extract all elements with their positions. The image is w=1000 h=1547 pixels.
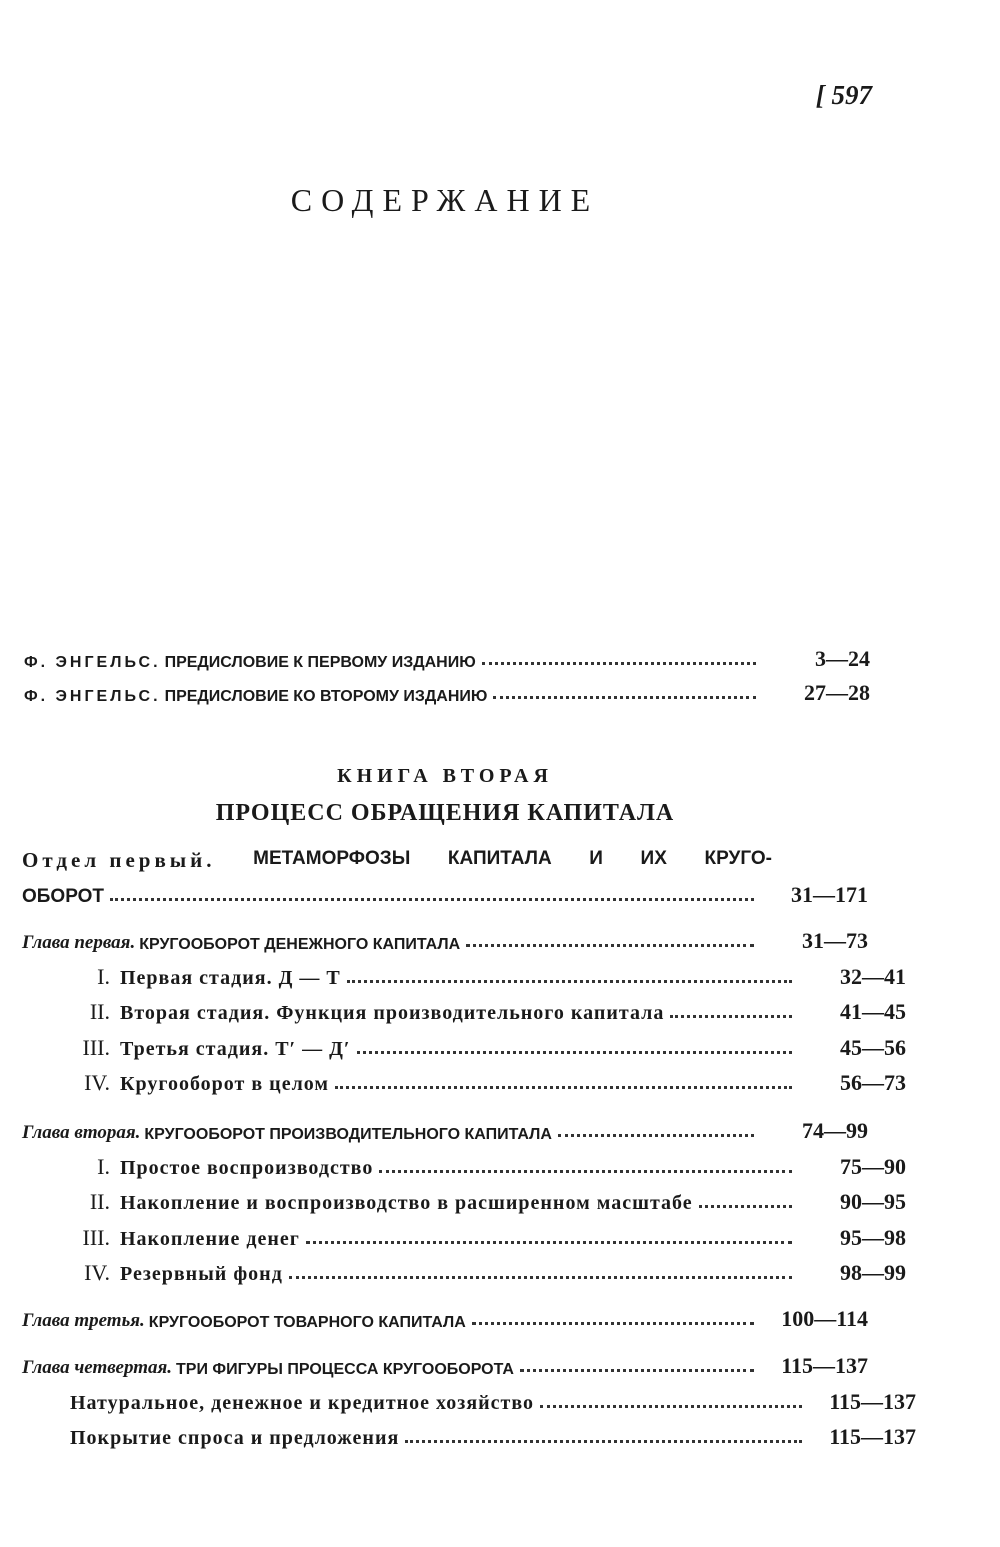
toc-entry-chapter[interactable] xyxy=(0,1300,868,1332)
toc-entry-subsection[interactable] xyxy=(0,1254,906,1286)
subsection-number: I. xyxy=(97,1153,110,1179)
subsection-title: Кругооборот в целом xyxy=(120,1073,330,1095)
leader-dots xyxy=(699,1203,792,1208)
toc-entry-subsection[interactable] xyxy=(0,1418,916,1450)
leader-dots xyxy=(472,1320,754,1325)
subsection-number: II. xyxy=(89,999,110,1024)
toc-entry-subsection[interactable] xyxy=(0,1148,906,1180)
chapter-title: КРУГООБОРОТ ТОВАРНОГО КАПИТАЛА xyxy=(148,1314,466,1331)
subsection-title: Простое воспроизводство xyxy=(120,1156,374,1179)
chapter-label: Глава четвертая. xyxy=(22,1357,173,1378)
section-title-word: И xyxy=(589,848,603,869)
entry-pages: 27—28 xyxy=(804,680,870,705)
leader-dots xyxy=(379,1168,792,1173)
entry-pages: 75—90 xyxy=(840,1153,906,1179)
toc-entry-section[interactable] xyxy=(0,876,868,908)
toc-entry-chapter[interactable] xyxy=(0,1112,868,1144)
entry-pages: 115—137 xyxy=(829,1388,916,1414)
section-title-word: МЕТАМОРФОЗЫ xyxy=(253,848,411,869)
book-subtitle: ПРОЦЕСС ОБРАЩЕНИЯ КАПИТАЛА xyxy=(215,800,675,826)
entry-pages: 3—24 xyxy=(815,646,870,671)
subsection-number: III. xyxy=(82,1034,110,1060)
entry-title: ПРЕДИСЛОВИЕ К ПЕРВОМУ ИЗДАНИЮ xyxy=(164,654,476,671)
toc-entry-subsection[interactable] xyxy=(0,1064,906,1096)
entry-pages: 56—73 xyxy=(840,1070,906,1095)
toc-entry-subsection[interactable] xyxy=(0,1029,906,1061)
leader-dots xyxy=(335,1084,792,1089)
subsection-number: IV. xyxy=(84,1260,110,1285)
entry-pages: 100—114 xyxy=(781,1306,868,1331)
entry-pages: 98—99 xyxy=(840,1260,906,1285)
subsection-title: Накопление и воспроизводство в расширенном масштабе xyxy=(120,1192,693,1214)
page-number: [ 597 xyxy=(815,80,872,110)
subsection-title: Накопление денег xyxy=(120,1227,300,1250)
section-heading[interactable] xyxy=(22,848,772,873)
toc-entry-preface-1[interactable] xyxy=(0,640,870,672)
chapter-label: Глава вторая. xyxy=(22,1122,141,1143)
entry-pages: 31—73 xyxy=(802,928,868,953)
leader-dots xyxy=(357,1049,792,1054)
leader-dots xyxy=(289,1274,792,1279)
subsection-number: III. xyxy=(82,1224,110,1250)
section-title-word: ИХ xyxy=(640,848,667,869)
chapter-title: КРУГООБОРОТ ДЕНЕЖНОГО КАПИТАЛА xyxy=(139,936,461,953)
toc-entry-subsection[interactable] xyxy=(0,958,906,990)
entry-title: ПРЕДИСЛОВИЕ КО ВТОРОМУ ИЗДАНИЮ xyxy=(164,688,488,705)
entry-author: Ф. ЭНГЕЛЬС. xyxy=(24,688,161,705)
entry-pages: 115—137 xyxy=(781,1353,868,1378)
subsection-number: IV. xyxy=(84,1070,110,1095)
entry-pages: 32—41 xyxy=(840,963,906,989)
contents-title: СОДЕРЖАНИЕ xyxy=(290,182,600,218)
leader-dots xyxy=(110,896,754,901)
entry-pages: 74—99 xyxy=(802,1118,868,1143)
leader-dots xyxy=(493,694,756,699)
chapter-label: Глава первая. xyxy=(22,932,136,953)
section-title-word: КРУГО- xyxy=(704,848,772,869)
leader-dots xyxy=(306,1239,792,1244)
toc-entry-subsection[interactable] xyxy=(0,1219,906,1251)
leader-dots xyxy=(540,1403,802,1408)
entry-pages: 45—56 xyxy=(840,1034,906,1060)
toc-entry-subsection[interactable] xyxy=(0,993,906,1025)
leader-dots xyxy=(670,1013,792,1018)
subsection-title: Первая стадия. Д — Т xyxy=(120,966,341,989)
section-title-word: КАПИТАЛА xyxy=(447,848,552,869)
book-title: КНИГА ВТОРАЯ xyxy=(337,765,553,787)
subsection-number: II. xyxy=(89,1189,110,1214)
toc-entry-subsection[interactable] xyxy=(0,1383,916,1415)
chapter-title: ТРИ ФИГУРЫ ПРОЦЕССА КРУГООБОРОТА xyxy=(176,1361,514,1378)
entry-pages: 95—98 xyxy=(840,1224,906,1250)
entry-author: Ф. ЭНГЕЛЬС. xyxy=(24,654,161,671)
leader-dots xyxy=(347,978,792,983)
subsection-title: Натуральное, денежное и кредитное хозяйство xyxy=(70,1391,535,1414)
section-label: Отдел первый. xyxy=(22,848,216,872)
subsection-title: Резервный фонд xyxy=(120,1263,283,1285)
leader-dots xyxy=(466,942,754,947)
chapter-label: Глава третья. xyxy=(22,1310,145,1331)
toc-entry-preface-2[interactable] xyxy=(0,674,870,706)
toc-entry-chapter[interactable] xyxy=(0,1347,868,1379)
toc-entry-subsection[interactable] xyxy=(0,1183,906,1215)
leader-dots xyxy=(482,660,756,665)
subsection-number: I. xyxy=(97,963,110,989)
leader-dots xyxy=(405,1438,802,1443)
subsection-title: Третья стадия. Т′ — Д′ xyxy=(120,1037,351,1060)
section-title-end: ОБОРОТ xyxy=(22,886,105,907)
leader-dots xyxy=(558,1132,754,1137)
toc-entry-chapter[interactable] xyxy=(0,922,868,954)
entry-pages: 90—95 xyxy=(840,1189,906,1214)
leader-dots xyxy=(520,1367,754,1372)
entry-pages: 41—45 xyxy=(840,999,906,1024)
subsection-title: Покрытие спроса и предложения xyxy=(70,1427,400,1449)
entry-pages: 31—171 xyxy=(791,882,868,907)
chapter-title: КРУГООБОРОТ ПРОИЗВОДИТЕЛЬНОГО КАПИТАЛА xyxy=(144,1126,552,1143)
subsection-title: Вторая стадия. Функция производительного капитала xyxy=(120,1002,665,1024)
entry-pages: 115—137 xyxy=(829,1424,916,1449)
